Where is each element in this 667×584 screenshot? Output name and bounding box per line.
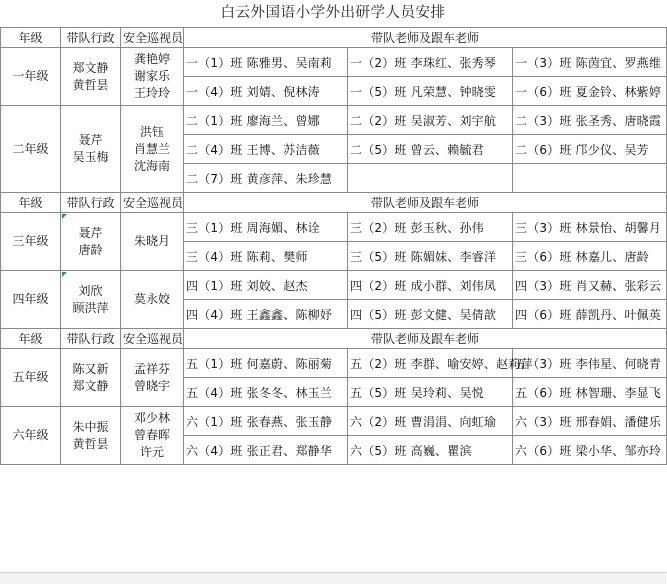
cell-note-marker bbox=[62, 272, 67, 277]
header-lead[interactable]: 带队行政 bbox=[61, 28, 121, 48]
class-teachers-cell[interactable]: 六（2）班 曹涓涓、向虹瑜 bbox=[348, 407, 513, 436]
class-teachers-cell[interactable]: 五（4）班 张冬冬、林玉兰 bbox=[184, 378, 348, 407]
patrol-cell[interactable] bbox=[121, 213, 184, 271]
lead-name: 陈又新 bbox=[72, 361, 109, 376]
grade-cell[interactable]: 六年级 bbox=[1, 407, 61, 465]
class-teachers-cell[interactable]: 三（3）班 林景怡、胡馨月 bbox=[513, 213, 667, 242]
class-teachers-cell[interactable]: 三（5）班 陈媚妹、李睿洋 bbox=[348, 242, 513, 271]
patrol-name: 沈海南 bbox=[133, 158, 170, 173]
class-teachers-cell[interactable]: 二（1）班 廖海兰、曾娜 bbox=[184, 106, 348, 135]
header-grade[interactable]: 年级 bbox=[1, 28, 61, 48]
lead-cell[interactable] bbox=[61, 349, 121, 407]
schedule-table bbox=[0, 27, 667, 465]
lead-name: 郑文静 bbox=[72, 378, 109, 393]
class-teachers-cell[interactable]: 六（5）班 高巍、瞿滨 bbox=[348, 436, 513, 465]
lead-name: 唐龄 bbox=[78, 242, 103, 257]
patrol-name: 洪钰 bbox=[139, 124, 164, 139]
class-teachers-cell[interactable]: 二（3）班 张圣秀、唐晓霞 bbox=[513, 106, 667, 135]
class-teachers-cell[interactable]: 一（3）班 陈茵宜、罗燕维 bbox=[513, 48, 667, 77]
header-grade[interactable]: 年级 bbox=[1, 193, 61, 213]
lead-name: 黄哲昙 bbox=[72, 77, 109, 92]
header-patrol[interactable]: 安全巡视员 bbox=[121, 329, 184, 349]
patrol-name: 曾晓宇 bbox=[133, 378, 170, 393]
table-row bbox=[1, 349, 667, 378]
lead-cell[interactable] bbox=[61, 106, 121, 193]
patrol-name: 曾春晖 bbox=[133, 428, 170, 442]
patrol-cell[interactable] bbox=[121, 106, 184, 193]
patrol-cell[interactable] bbox=[121, 271, 184, 329]
class-teachers-cell[interactable]: 一（1）班 陈雅男、吴南莉 bbox=[184, 48, 348, 77]
header-row bbox=[1, 329, 667, 349]
patrol-cell[interactable] bbox=[121, 349, 184, 407]
class-teachers-cell[interactable]: 四（1）班 刘姣、赵杰 bbox=[184, 271, 348, 300]
header-lead[interactable]: 带队行政 bbox=[61, 329, 121, 349]
grade-cell[interactable]: 五年级 bbox=[1, 349, 61, 407]
class-teachers-cell[interactable]: 一（4）班 刘婧、倪林涛 bbox=[184, 77, 348, 106]
patrol-name: 谢家乐 bbox=[133, 69, 170, 83]
class-teachers-cell[interactable]: 二（7）班 黄彦萍、朱珍慧 bbox=[184, 164, 348, 193]
lead-cell[interactable] bbox=[61, 48, 121, 106]
lead-name: 黄哲昙 bbox=[72, 436, 109, 451]
cell-note-marker bbox=[62, 214, 67, 219]
lead-name: 郑文静 bbox=[72, 60, 109, 75]
patrol-name: 肖慧兰 bbox=[133, 141, 170, 156]
header-row bbox=[1, 28, 667, 48]
class-teachers-cell[interactable]: 四（3）班 肖又赫、张彩云 bbox=[513, 271, 667, 300]
class-teachers-cell[interactable]: 六（4）班 张正君、郑静华 bbox=[184, 436, 348, 465]
class-teachers-cell[interactable]: 四（2）班 成小群、刘伟凤 bbox=[348, 271, 513, 300]
class-teachers-cell[interactable]: 四（4）班 王鑫鑫、陈柳妤 bbox=[184, 300, 348, 329]
class-teachers-cell[interactable] bbox=[513, 164, 667, 193]
sheet-title: 白云外国语小学外出研学人员安排 bbox=[220, 5, 446, 21]
grade-cell[interactable]: 三年级 bbox=[1, 213, 61, 271]
class-teachers-cell[interactable]: 五（6）班 林智珊、李显飞 bbox=[513, 378, 667, 407]
grade-cell[interactable]: 一年级 bbox=[1, 48, 61, 106]
class-teachers-cell[interactable]: 二（2）班 吴淑芳、刘宇航 bbox=[348, 106, 513, 135]
lead-name: 朱中振 bbox=[72, 419, 109, 434]
class-teachers-cell[interactable]: 三（6）班 林嘉儿、唐龄 bbox=[513, 242, 667, 271]
table-row bbox=[1, 271, 667, 300]
header-grade[interactable]: 年级 bbox=[1, 329, 61, 349]
class-teachers-cell[interactable]: 六（1）班 张春燕、张玉静 bbox=[184, 407, 348, 436]
class-teachers-cell[interactable]: 五（2）班 李群、喻安婷、赵莉萍 bbox=[348, 349, 513, 378]
class-teachers-cell[interactable]: 二（6）班 邝少仪、吴芳 bbox=[513, 135, 667, 164]
class-teachers-cell[interactable] bbox=[348, 164, 513, 193]
sheet-bottom-edge bbox=[0, 572, 666, 584]
header-teachers[interactable]: 带队老师及跟车老师 bbox=[184, 28, 667, 48]
class-teachers-cell[interactable]: 三（4）班 陈莉、樊师 bbox=[184, 242, 348, 271]
table-row bbox=[1, 106, 667, 135]
class-teachers-cell[interactable]: 一（2）班 李珠红、张秀琴 bbox=[348, 48, 513, 77]
grade-cell[interactable]: 四年级 bbox=[1, 271, 61, 329]
header-teachers[interactable]: 带队老师及跟车老师 bbox=[184, 193, 667, 213]
lead-cell[interactable] bbox=[61, 271, 121, 329]
class-teachers-cell[interactable]: 二（5）班 曾云、赖毓君 bbox=[348, 135, 513, 164]
class-teachers-cell[interactable]: 三（2）班 彭玉秋、孙伟 bbox=[348, 213, 513, 242]
lead-name: 聂芹 bbox=[78, 133, 103, 147]
lead-name: 顾洪萍 bbox=[72, 300, 109, 315]
class-teachers-cell[interactable]: 六（3）班 邢春娟、潘健乐 bbox=[513, 407, 667, 436]
patrol-name: 朱晓月 bbox=[133, 234, 170, 248]
lead-name: 聂芹 bbox=[78, 225, 103, 240]
class-teachers-cell[interactable]: 四（5）班 彭文健、吴倩歆 bbox=[348, 300, 513, 329]
patrol-name: 龚艳婷 bbox=[133, 52, 170, 66]
grade-cell[interactable]: 二年级 bbox=[1, 106, 61, 193]
patrol-name: 孟祥芬 bbox=[133, 361, 170, 376]
patrol-cell[interactable] bbox=[121, 407, 184, 465]
patrol-cell[interactable] bbox=[121, 48, 184, 106]
table-row bbox=[1, 213, 667, 242]
class-teachers-cell[interactable]: 三（1）班 周海媚、林诠 bbox=[184, 213, 348, 242]
lead-name: 刘欣 bbox=[78, 283, 103, 298]
header-teachers[interactable]: 带队老师及跟车老师 bbox=[184, 329, 667, 349]
class-teachers-cell[interactable]: 四（6）班 薛凯丹、叶佩英 bbox=[513, 300, 667, 329]
table-row bbox=[1, 48, 667, 77]
class-teachers-cell[interactable]: 六（6）班 梁小华、邹亦玲 bbox=[513, 436, 667, 465]
class-teachers-cell[interactable]: 五（5）班 吴玲莉、吴悦 bbox=[348, 378, 513, 407]
class-teachers-cell[interactable]: 五（1）班 何嘉蔚、陈丽菊 bbox=[184, 349, 348, 378]
class-teachers-cell[interactable]: 一（6）班 夏金铃、林紫婷 bbox=[513, 77, 667, 106]
patrol-name: 王玲玲 bbox=[133, 86, 170, 100]
patrol-name: 邓少林 bbox=[133, 411, 170, 425]
patrol-name: 莫永姣 bbox=[133, 292, 170, 306]
lead-cell[interactable] bbox=[61, 213, 121, 271]
lead-cell[interactable] bbox=[61, 407, 121, 465]
header-patrol[interactable]: 安全巡视员 bbox=[121, 193, 184, 213]
class-teachers-cell[interactable]: 五（3）班 李伟星、何晓青 bbox=[513, 349, 667, 378]
table-row bbox=[1, 407, 667, 436]
class-teachers-cell[interactable]: 二（4）班 王博、苏洁薇 bbox=[184, 135, 348, 164]
class-teachers-cell[interactable]: 一（5）班 凡荣慧、钟晓雯 bbox=[348, 77, 513, 106]
header-row bbox=[1, 193, 667, 213]
patrol-name: 许元 bbox=[139, 445, 164, 459]
lead-name: 吴玉梅 bbox=[72, 150, 109, 164]
header-patrol[interactable]: 安全巡视员 bbox=[121, 28, 184, 48]
header-lead[interactable]: 带队行政 bbox=[61, 193, 121, 213]
